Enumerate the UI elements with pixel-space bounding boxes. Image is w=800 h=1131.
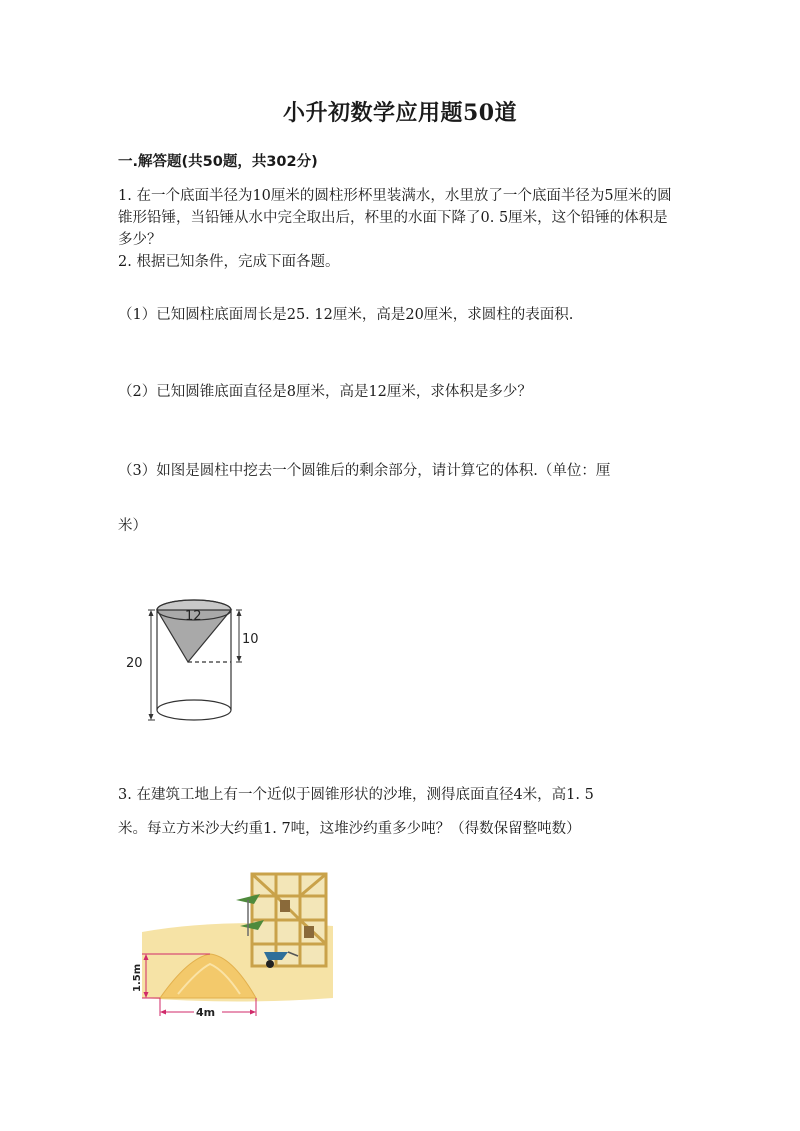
problem-1: 1. 在一个底面半径为10厘米的圆柱形杯里装满水，水里放了一个底面半径为5厘米的圆锥形铅锤，当铅锤从水中完全取出后，杯里的水面下降了0. 5厘米，这个铅锤的体积是多少？ xyxy=(118,188,672,248)
sand-pile-illustration xyxy=(128,870,338,1030)
problem-2-sub-3-continued: 米） xyxy=(118,518,147,534)
problem-2: 2. 根据已知条件，完成下面各题。 xyxy=(118,254,340,270)
cylinder-height-label: 20 xyxy=(126,656,143,671)
cylinder-cone-figure xyxy=(118,592,268,732)
problem-3-continued: 米。每立方米沙大约重1. 7吨，这堆沙约重多少吨？（得数保留整吨数） xyxy=(118,821,581,837)
page-title: 小升初数学应用题50道 xyxy=(282,100,518,126)
section-heading: 一.解答题(共50题，共302分) xyxy=(118,154,318,170)
cone-height-label: 10 xyxy=(242,632,259,647)
problem-2-sub-2: （2）已知圆锥底面直径是8厘米，高是12厘米，求体积是多少？ xyxy=(118,384,532,400)
pile-base-label: 4m xyxy=(196,1006,216,1019)
pile-height-label: 1.5m xyxy=(132,963,143,992)
problem-3: 3. 在建筑工地上有一个近似于圆锥形状的沙堆，测得底面直径4米，高1. 5 xyxy=(118,787,594,803)
problem-2-sub-1: （1）已知圆柱底面周长是25. 12厘米，高是20厘米，求圆柱的表面积. xyxy=(118,307,574,323)
cylinder-bottom-ellipse xyxy=(157,700,231,720)
problem-2-sub-3: （3）如图是圆柱中挖去一个圆锥后的剩余部分，请计算它的体积.（单位：厘 xyxy=(118,463,611,479)
diameter-label: 12 xyxy=(185,609,202,624)
